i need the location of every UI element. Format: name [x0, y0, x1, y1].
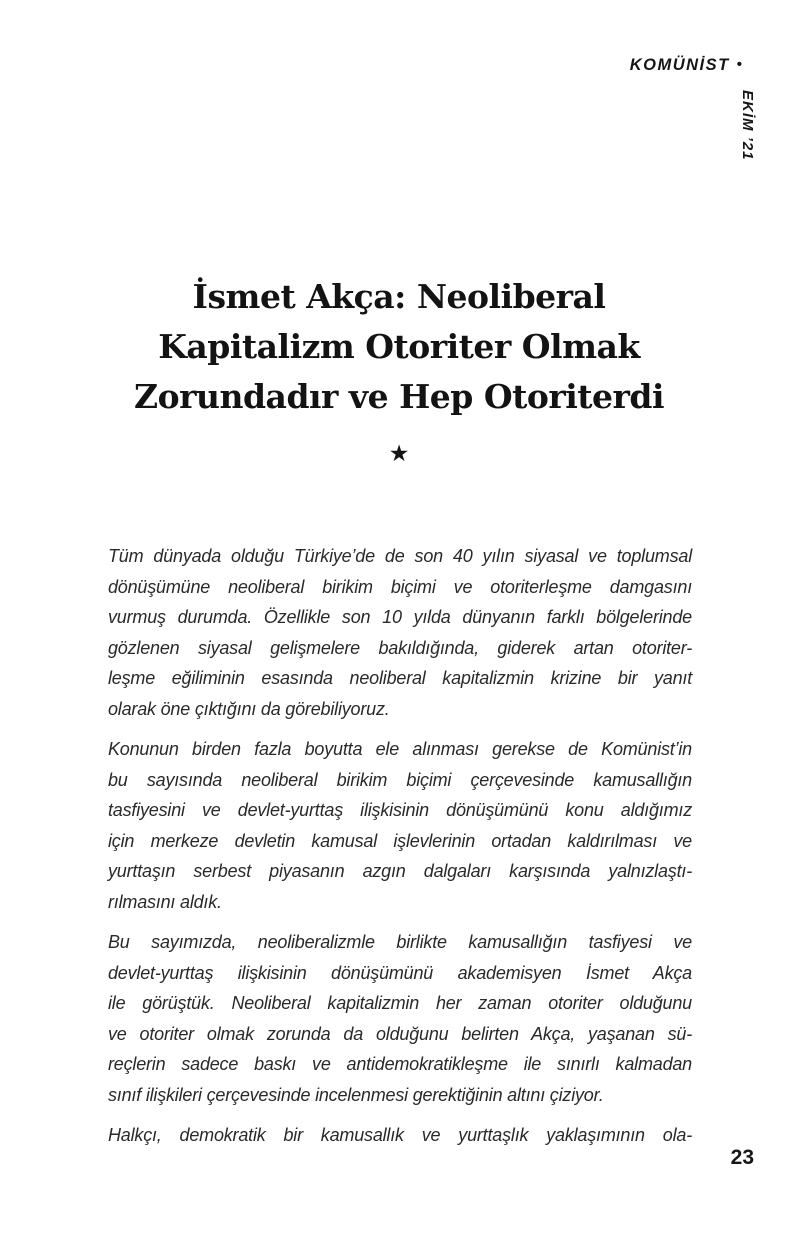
text-line: Tüm dünyada olduğu Türkiye’de de son 40 yılın siyasal ve toplumsal	[108, 546, 692, 566]
text-line: vurmuş durumda. Özellikle son 10 yılda dünyanın farklı bölgelerinde	[108, 607, 692, 627]
issue-date: EKİM ’21	[739, 90, 756, 161]
article-title-line: İsmet Akça: Neoliberal	[192, 277, 606, 316]
article-title	[0, 272, 798, 422]
text-line: Konunun birden fazla boyutta ele alınması gerekse de Komünist’in	[108, 739, 692, 759]
body-paragraph	[108, 541, 692, 724]
magazine-title: KOMÜNİST	[629, 56, 730, 74]
bullet-icon: •	[736, 56, 742, 73]
body-paragraph	[108, 734, 692, 917]
text-line: ve otoriter olmak zorunda da olduğunu belirten Akça, yaşanan sü-	[108, 1023, 692, 1044]
text-line: devlet-yurttaş ilişkisinin dönüşümünü akademisyen İsmet Akça	[108, 962, 692, 983]
text-line: sınıf ilişkileri çerçevesinde incelenmesi gerektiğinin altını çiziyor.	[108, 1084, 604, 1105]
text-line: Halkçı, demokratik bir kamusallık ve yurttaşlık yaklaşımının ola-	[108, 1125, 692, 1145]
text-line: reçlerin sadece baskı ve antidemokratikleşme ile sınırlı kalmadan	[108, 1054, 692, 1074]
body-paragraph	[108, 1120, 692, 1151]
star-divider-icon: ★	[388, 440, 410, 466]
text-line: bu sayısında neoliberal birikim biçimi çerçevesinde kamusallığın	[108, 769, 692, 790]
body-paragraph	[108, 927, 692, 1110]
text-line: rılmasını aldık.	[108, 891, 222, 912]
text-line: ile görüştük. Neoliberal kapitalizmin her zaman otoriter olduğunu	[108, 993, 692, 1013]
magazine-masthead	[630, 56, 742, 75]
text-line: tasfiyesini ve devlet-yurttaş ilişkisinin dönüşümünü konu aldığımız	[108, 800, 692, 820]
page-number: 23	[730, 1146, 754, 1169]
text-line: olarak öne çıktığını da görebiliyoruz.	[108, 698, 390, 719]
text-line: gözlenen siyasal gelişmelere bakıldığında, giderek artan otoriter-	[108, 637, 692, 658]
text-line: dönüşümüne neoliberal birikim biçimi ve otoriterleşme damgasını	[108, 576, 692, 597]
text-line: leşme eğiliminin esasında neoliberal kapitalizmin krizine bir yanıt	[108, 668, 692, 688]
text-line: için merkeze devletin kamusal işlevlerinin ortadan kaldırılması ve	[108, 830, 692, 851]
article-title-line: Zorundadır ve Hep Otoriterdi	[134, 377, 664, 416]
article-title-line: Kapitalizm Otoriter Olmak	[158, 327, 640, 366]
text-line: Bu sayımızda, neoliberalizmle birlikte kamusallığın tasfiyesi ve	[108, 932, 692, 952]
article-body	[108, 541, 692, 1161]
text-line: yurttaşın serbest piyasanın azgın dalgaları karşısında yalnızlaştı-	[108, 861, 692, 881]
